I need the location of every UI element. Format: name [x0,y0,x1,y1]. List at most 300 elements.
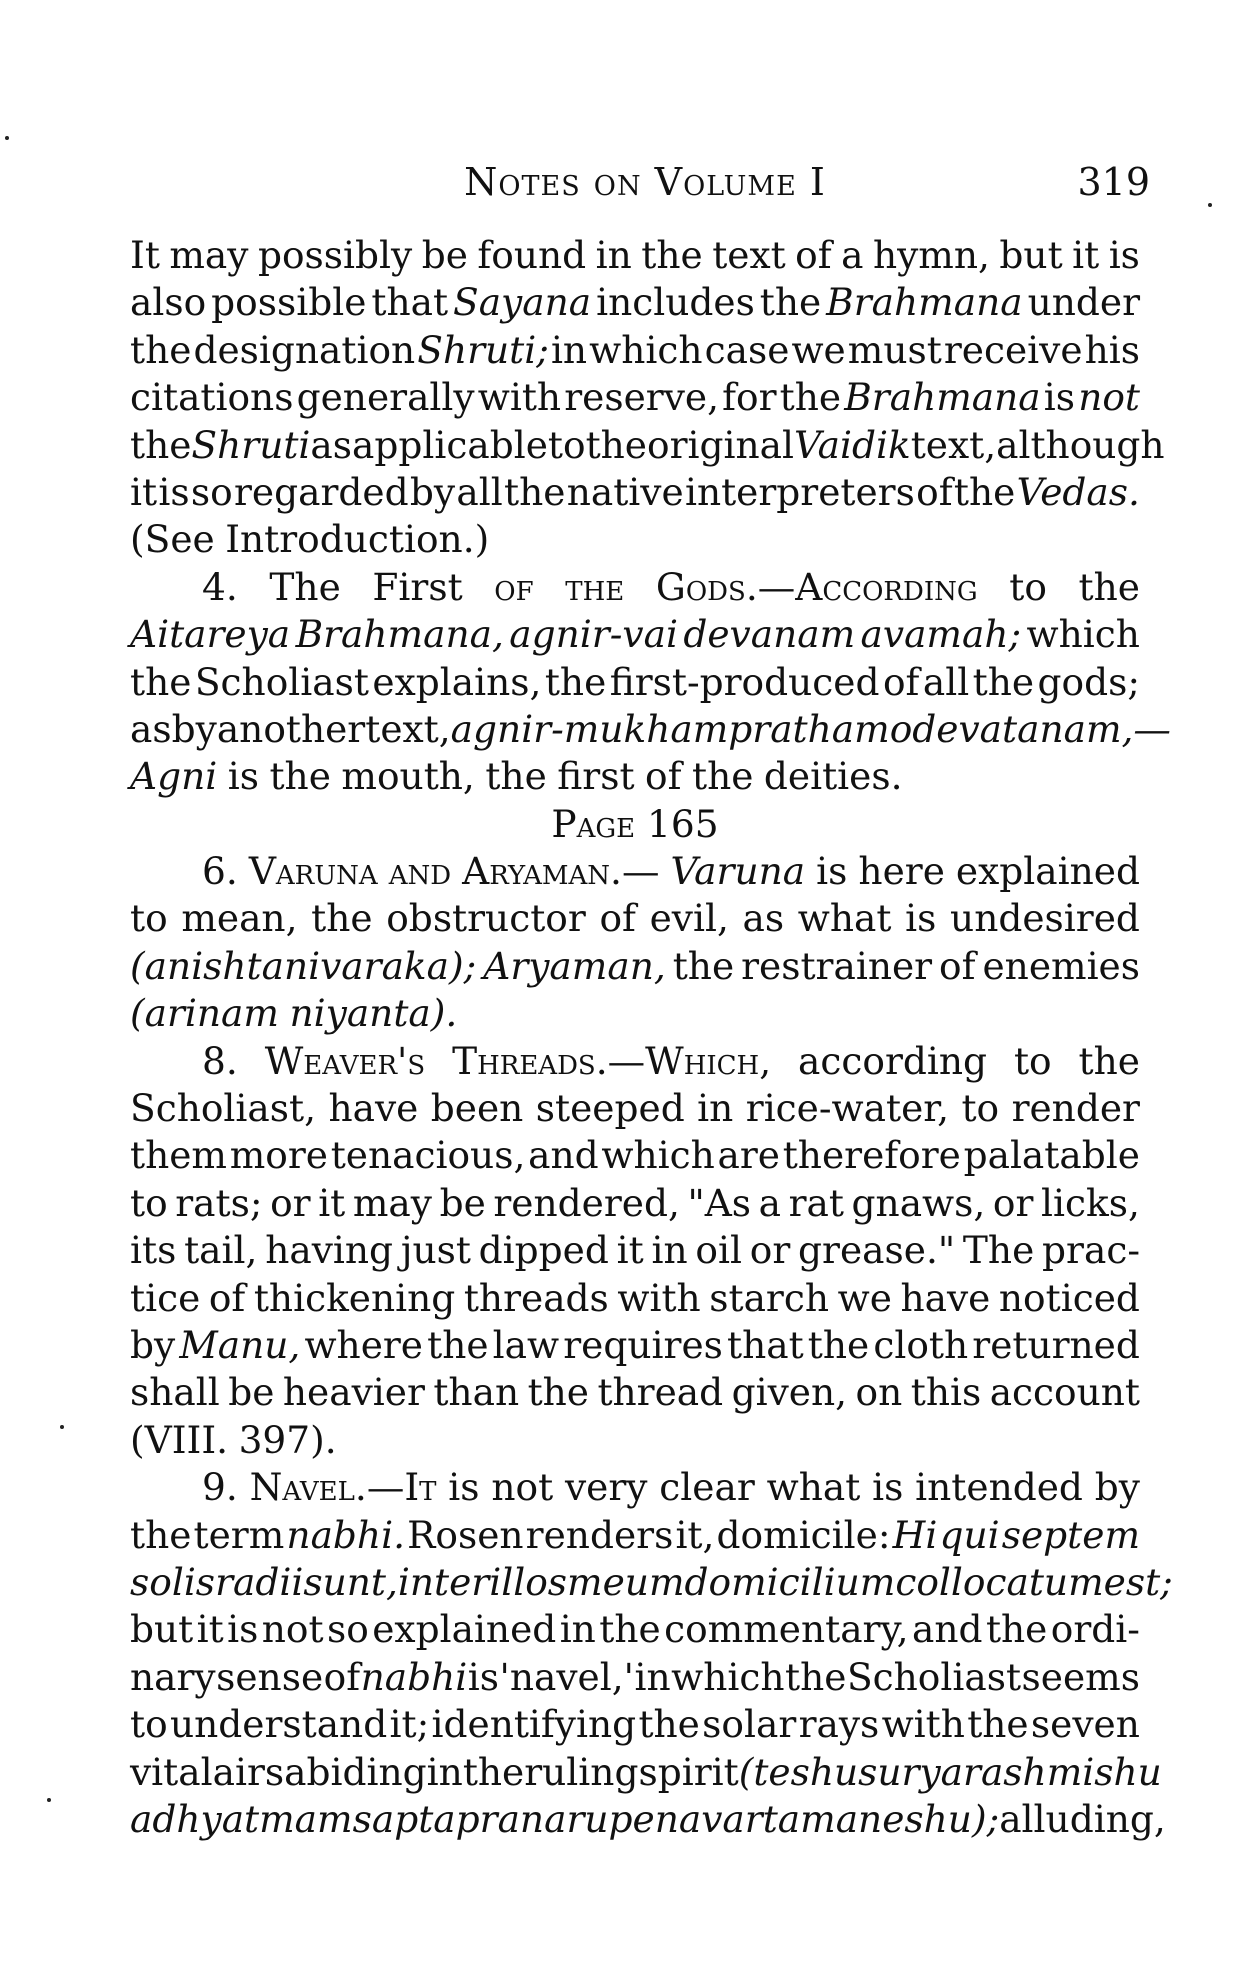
word: the [599,1607,661,1652]
word: Scholiast [194,659,369,704]
speck-mark [47,1798,51,1802]
word: have [900,1275,991,1320]
word: in [426,1749,463,1794]
word: under [1027,280,1140,325]
word: rays [798,1702,880,1747]
word: as [742,896,785,941]
word: Manu, [179,1322,301,1367]
word: in [651,1228,688,1273]
word: by [409,469,456,514]
word: also [130,280,207,325]
word: the [269,754,331,799]
word: this [910,1370,982,1415]
word: or [749,1228,791,1273]
word: the [985,1607,1048,1652]
word: of [882,659,920,704]
word: with [617,1275,701,1320]
word: reserve, [564,375,719,420]
word: hymn, [872,233,990,277]
word: the [785,1654,847,1699]
word: dipped [478,1228,609,1273]
word: them [130,1133,227,1178]
text-line [130,753,1140,800]
word: is [448,1465,480,1510]
body-text [130,232,1173,1843]
word: but [130,1607,194,1652]
word: of [939,943,976,988]
word: it [616,1228,644,1273]
word: rat [788,1180,844,1225]
word: Gods.—According [655,564,978,609]
word: a [758,1180,781,1225]
word: the [585,422,647,467]
text-line [130,1606,1140,1653]
text-line [130,1085,1140,1132]
word: Scholiast [846,1654,1022,1699]
word: vital [130,1749,213,1794]
word: is [816,849,848,894]
word: Aryaman.— [462,849,660,894]
word: Sayana [453,280,592,325]
text-line [130,1417,1140,1464]
word: nary [130,1654,216,1699]
word: saptapranarupena [352,1796,702,1841]
word: evil, [649,896,729,941]
word: text, [910,422,997,467]
word: identifying [431,1702,637,1747]
word: for [722,375,777,420]
word: devatanam,— [912,706,1171,751]
word: gods; [1037,659,1140,704]
word: inter [397,1559,490,1604]
word: 397). [238,1417,337,1462]
word: is [227,754,259,799]
page-number: 319 [1077,160,1150,204]
word: the [759,280,822,325]
word: to [1013,1038,1052,1083]
word: undesired [950,896,1140,941]
word: which [589,327,703,372]
text-line [130,1701,1140,1748]
word: to [1009,564,1047,609]
word: est; [1103,1559,1173,1604]
word: but [999,233,1063,277]
text-line [130,422,1165,469]
word: have [328,1086,419,1131]
word: meum [567,1559,685,1604]
word: original [647,422,794,467]
word: very [564,1465,648,1510]
word: is [467,1654,500,1699]
text-line [130,611,1140,658]
word: tenacious, [330,1133,526,1178]
word: case [704,327,790,372]
text-line [130,1180,1140,1227]
text-line [130,1796,1166,1843]
word: of [795,233,832,277]
word: account [989,1370,1140,1415]
word: must [847,327,942,372]
word: returned [972,1322,1140,1367]
word: Page 165 [551,801,719,846]
word: is [905,896,937,941]
word: be [228,1370,275,1415]
word: Brahmana, [295,612,504,657]
word: which [601,1133,715,1178]
word: the [311,896,373,941]
word: Brahmana [844,375,1041,420]
word: that [727,1322,804,1367]
word: we [791,327,846,372]
word: having [265,1228,394,1273]
text-line [130,279,1140,326]
word: the [692,754,754,799]
text-line [130,469,1140,516]
word: the [807,1322,870,1367]
word: to [961,1086,1000,1131]
text-line [130,706,1171,753]
word: possibly [257,233,413,277]
word: intended [915,1465,1083,1510]
word: where [304,1322,423,1367]
word: Threads.—Which, [452,1038,772,1083]
word: sunt, [303,1559,398,1604]
word: rats; [175,1180,263,1225]
word: therefore [782,1133,961,1178]
text-line [130,516,1140,563]
word: tice [130,1275,201,1320]
word: as [130,706,172,751]
word: to [547,422,586,467]
word: to [130,1702,168,1747]
word: may [352,1180,432,1225]
word: (teshu [738,1749,859,1794]
text-line [130,1369,1140,1416]
word: all [922,659,970,704]
word: Varuna [670,849,806,894]
word: in [559,1607,596,1652]
word: applicable [352,422,548,467]
word: the [953,469,1016,514]
word: on [855,1370,903,1415]
word: First [372,564,463,609]
word: or [270,1180,311,1225]
speck-mark [1208,203,1212,207]
word: explained [955,849,1140,894]
word: it, [675,1512,715,1557]
word: (arinam [130,991,279,1036]
word: another [216,706,366,751]
word: the [967,1702,1029,1747]
word: so [190,469,233,514]
word: commentary, [664,1607,909,1652]
word: ordi- [1050,1607,1140,1652]
text-line [130,895,1140,942]
word: possible [211,280,367,325]
word: the [504,469,566,514]
word: obstructor [386,896,586,941]
word: deities. [763,754,903,799]
word: avamah; [860,612,1022,657]
word: interpreters [684,469,915,514]
word: Vedas. [1016,469,1140,514]
text-line [130,1132,1140,1179]
word: tail, [184,1228,258,1273]
word: been [430,1086,524,1131]
word: Aryaman, [483,943,666,988]
word: found [477,233,587,277]
word: Weaver's [264,1038,426,1083]
word: domicile: [716,1512,891,1557]
word: prac- [1042,1228,1140,1273]
word: is [872,1465,904,1510]
word: understand [169,1702,388,1747]
word: thread [597,1370,724,1415]
word: mouth, [341,754,475,799]
word: or [992,1180,1034,1225]
word: which [1026,612,1140,657]
word: is [1043,375,1076,420]
word: by [1094,1465,1140,1510]
word: mean, [181,896,298,941]
word: steeped [535,1086,685,1131]
word: Shruti [191,422,311,467]
word: 4. [202,564,238,609]
word: more [229,1133,328,1178]
speck-mark [60,1425,64,1429]
word: Vaidik [794,422,911,467]
word: domicilium [684,1559,896,1604]
word: as [310,422,353,467]
word: than [433,1370,520,1415]
word: "As [687,1180,752,1225]
word: Navel.—It [249,1465,437,1510]
word: of [494,564,534,609]
word: the [130,659,192,704]
word: the [638,1702,700,1747]
word: rice-water, [745,1086,949,1131]
text-line [130,1227,1140,1274]
word: explains, [372,659,542,704]
word: the [779,375,842,420]
text-line [130,659,1140,706]
word: to [130,896,168,941]
word: and [528,1133,599,1178]
text-line [130,1275,1140,1322]
word: the [527,1370,589,1415]
word: adhyatmam [130,1796,353,1841]
word: the [130,422,192,467]
word: ruling [524,1749,639,1794]
text-line [130,1559,1173,1606]
word: is [227,1607,259,1652]
word: agnir-vai [509,612,678,657]
word: restrainer [741,943,933,988]
word: 6. [202,849,238,894]
word: are [717,1133,780,1178]
text-line [130,1038,1140,1085]
word: and [912,1607,983,1652]
word: of [916,469,953,514]
word: is [1108,233,1140,277]
word: abiding [284,1749,427,1794]
word: suryarashmishu [858,1749,1162,1794]
word: Scholiast, [130,1086,316,1131]
word: so [327,1607,369,1652]
word: it; [389,1702,430,1747]
word: clear [659,1465,755,1510]
word: first [557,754,635,799]
word: the [672,943,735,988]
word: rendered, [493,1180,680,1225]
word: his [1084,327,1140,372]
word: the [462,1749,525,1794]
word: be [421,233,468,277]
word: of [323,1654,361,1699]
word: the [565,564,625,609]
word: alluding, [999,1796,1166,1841]
word: citations [130,375,294,420]
word: it [1072,233,1100,277]
word: seven [1030,1702,1140,1747]
word: what [766,1465,861,1510]
word: The [962,1228,1035,1273]
word: term [193,1512,285,1557]
word: niyanta). [289,991,458,1036]
word: Brahmana [826,280,1023,325]
word: it [318,1180,346,1225]
word: law [492,1322,560,1367]
word: the [427,1322,489,1367]
word: it [130,469,158,514]
word: a [841,233,864,277]
word: in [697,1086,734,1131]
word: illos [489,1559,568,1604]
word: 'navel,' [499,1654,634,1699]
word: with [881,1702,965,1747]
word: Varuna [248,849,378,894]
word: regarded [234,469,409,514]
word: qui [939,1512,1000,1557]
word: native [566,469,684,514]
word: explained [372,1607,557,1652]
word: grease." [798,1228,956,1273]
word: renders [525,1512,674,1557]
word: septem [1001,1512,1140,1557]
word: all [456,469,503,514]
word: with [477,375,562,420]
text-line [130,1512,1140,1559]
word: of [208,1275,246,1320]
word: Agni [130,754,218,799]
word: the [1078,564,1140,609]
word: of [645,754,682,799]
text-line [130,232,1140,279]
word: the [130,1512,192,1557]
word: to [130,1180,168,1225]
word: just [400,1228,471,1273]
word: Shruti; [417,327,549,372]
word: generally [296,375,475,420]
word: sense [216,1654,324,1699]
word: Introduction.) [225,517,490,562]
word: in [634,1654,671,1699]
word: the [972,659,1035,704]
word: airs [212,1749,285,1794]
word: collocatum [895,1559,1104,1604]
text-line [130,1654,1140,1701]
word: Hi [892,1512,938,1557]
word: noticed [998,1275,1140,1320]
word: the [641,233,703,277]
word: solar [702,1702,797,1747]
speck-mark [5,136,9,140]
word: the [1078,1038,1140,1083]
word: enemies [982,943,1140,988]
text-line [130,1464,1140,1511]
word: not [1078,375,1140,420]
text-line [130,943,1140,990]
word: 9. [202,1465,238,1510]
word: which [671,1654,785,1699]
word: prathamo [728,706,913,751]
word: by [130,1322,176,1367]
word: receive [943,327,1083,372]
word: requires [563,1322,723,1367]
text-line [130,848,1140,895]
text-line [130,327,1140,374]
word: cloth [873,1322,969,1367]
word: 8. [202,1038,238,1083]
word: (VIII. [130,1417,229,1462]
word: we [837,1275,892,1320]
word: starch [709,1275,830,1320]
word: nabhi. [286,1512,406,1557]
word: and [388,849,452,894]
word: not [491,1465,554,1510]
word: threads [463,1275,609,1320]
word: text [712,233,786,277]
word: is [158,469,190,514]
page-header [130,160,1160,220]
word: (anishtanivaraka); [130,943,477,988]
word: licks, [1041,1180,1140,1225]
word: designation [193,327,416,372]
word: its [130,1228,177,1273]
word: shall [130,1370,220,1415]
word: in [595,233,632,277]
text-line [130,1749,1162,1796]
word: according [798,1038,988,1083]
word: the [544,659,607,704]
word: not [261,1607,324,1652]
word: that [371,280,449,325]
word: render [1011,1086,1140,1131]
word: oil [695,1228,742,1273]
text-line [130,564,1140,611]
word: here [858,849,945,894]
word: radii [215,1559,304,1604]
word: the [485,754,547,799]
word: agnir-mukham [450,706,729,751]
text-line [130,801,1140,848]
text-line [130,1322,1140,1369]
word: thickening [253,1275,456,1320]
word: be [439,1180,486,1225]
word: vartamaneshu); [701,1796,1000,1841]
word: first-produced [609,659,880,704]
word: The [269,564,341,609]
